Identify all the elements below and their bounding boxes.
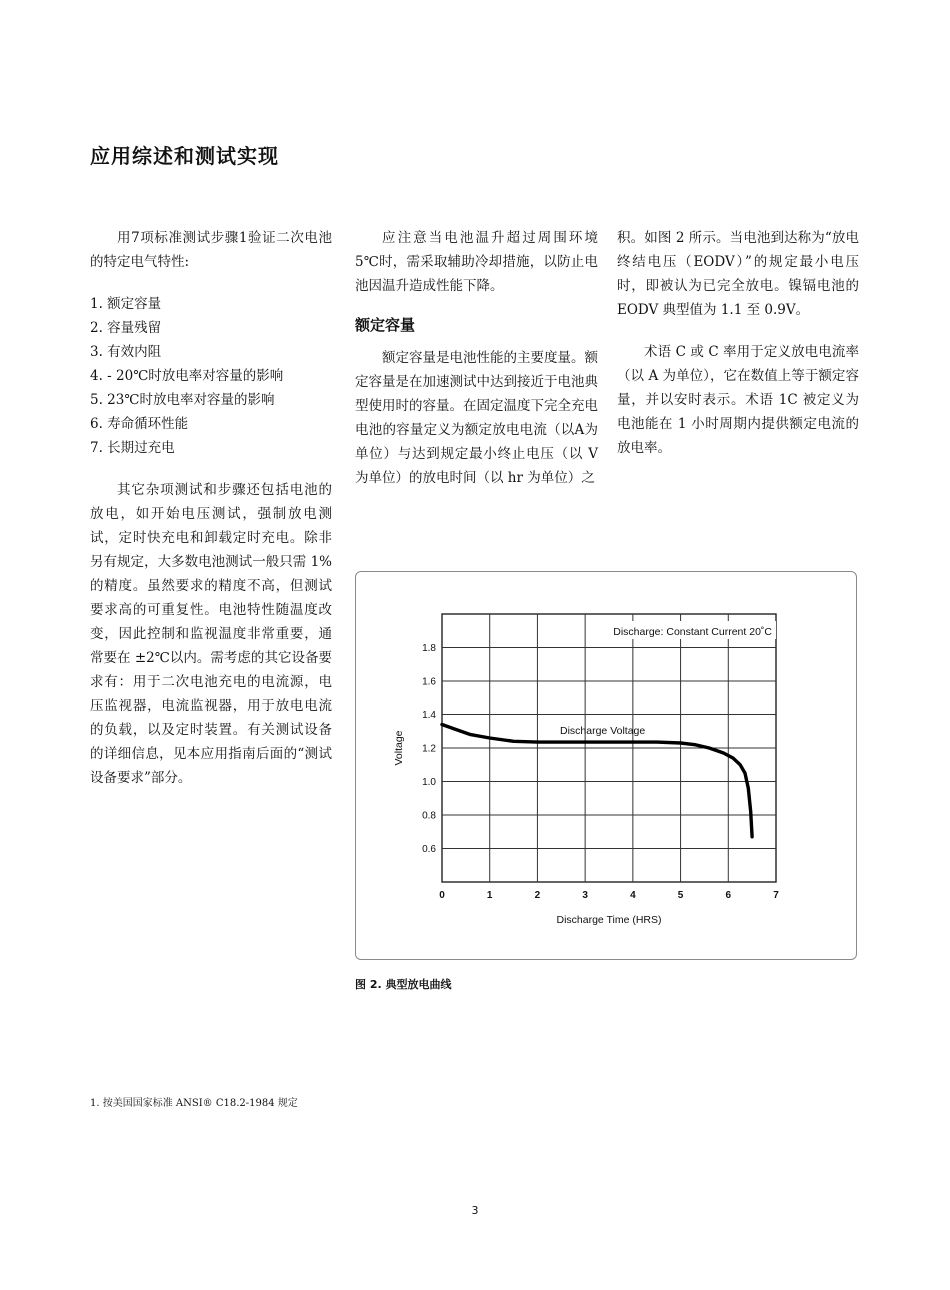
x-tick-label: 2 [534,890,541,901]
y-tick-label: 1.8 [422,643,436,654]
rated-capacity-paragraph: 额定容量是电池性能的主要度量。额定容量是在加速测试中达到接近于电池典型使用时的容量。在固定温度下完全充电电池的容量定义为额定放电电流（以A为单位）与达到规定最小终止电压（以 V 为单位）的放电时间（以 hr 为单位）之 [355,350,598,486]
list-item: 4. - 20℃时放电率对容量的影响 [90,368,284,384]
x-tick-label: 5 [677,890,684,901]
chart-title: Discharge: Constant Current 20˚C [613,626,772,638]
y-tick-label: 0.8 [422,810,436,822]
page-number: 3 [471,1204,479,1217]
y-tick-label: 1.4 [422,710,436,721]
list-item: 3. 有效内阻 [90,344,162,360]
x-tick-label: 7 [773,890,779,901]
page-title: 应用综述和测试实现 [90,144,279,168]
list-item: 5. 23℃时放电率对容量的影响 [90,392,275,408]
intro-paragraph: 用7项标准测试步骤1验证二次电池的特定电气特性: [90,230,332,270]
x-tick-label: 0 [439,890,445,901]
series-label: Discharge Voltage [560,725,646,737]
y-tick-label: 1.6 [422,676,436,688]
footnote: 1. 按美国国家标准 ANSI® C18.2-1984 规定 [90,1098,298,1109]
y-axis-label: Voltage [393,730,405,766]
column-1 [90,226,332,790]
column-3 [617,226,859,460]
test-step-list [90,292,332,460]
list-item: 7. 长期过充电 [90,440,175,456]
x-tick-label: 3 [582,890,588,901]
y-tick-label: 1.2 [422,743,436,755]
x-tick-label: 1 [486,890,493,901]
x-tick-label: 6 [725,890,732,901]
x-axis-label: Discharge Time (HRS) [556,914,662,926]
figure-caption: 图 2. 典型放电曲线 [355,978,452,991]
column-2 [355,226,598,490]
x-tick-label: 4 [630,890,636,901]
section-heading: 额定容量 [355,316,416,334]
list-item: 6. 寿命循环性能 [90,416,189,432]
eodv-paragraph: 积。如图 2 所示。当电池到达称为“放电终结电压（EODV）”的规定最小电压时，即被认为已完全放电。镍镉电池的 EODV 典型值为 1.1 至 0.9V。 [617,230,859,318]
list-item: 2. 容量残留 [90,320,162,336]
list-item: 1. 额定容量 [90,296,162,312]
cooling-paragraph: 应注意当电池温升超过周围环境 5℃时，需采取辅助冷却措施，以防止电池因温升造成性能下降。 [355,230,598,294]
discharge-chart [356,572,858,961]
misc-tests-paragraph: 其它杂项测试和步骤还包括电池的放电，如开始电压测试，强制放电测试，定时快充电和卸载定时充电。除非另有规定，大多数电池测试一般只需 1% 的精度。虽然要求的精度不高，但测试要求高的可重复性。电池特性随温度改变，因此控制和监视温度非常重要，通常要在 ±2℃以内。需考虑的其它设备要求有：用于二次电池充电的电流源，电压监视器，电流监视器，用于放电电流的负载，以及定时装置。有关测试设备的详细信息，见本应用指南后面的“测试设备要求”部分。 [90,482,332,786]
y-tick-label: 1.0 [422,777,436,788]
discharge-chart-frame [355,571,857,960]
c-rate-paragraph: 术语 C 或 C 率用于定义放电电流率（以 A 为单位），它在数值上等于额定容量，并以安时表示。术语 1C 被定义为电池能在 1 小时周期内提供额定电流的放电率。 [617,344,859,456]
y-tick-label: 0.6 [422,844,436,855]
